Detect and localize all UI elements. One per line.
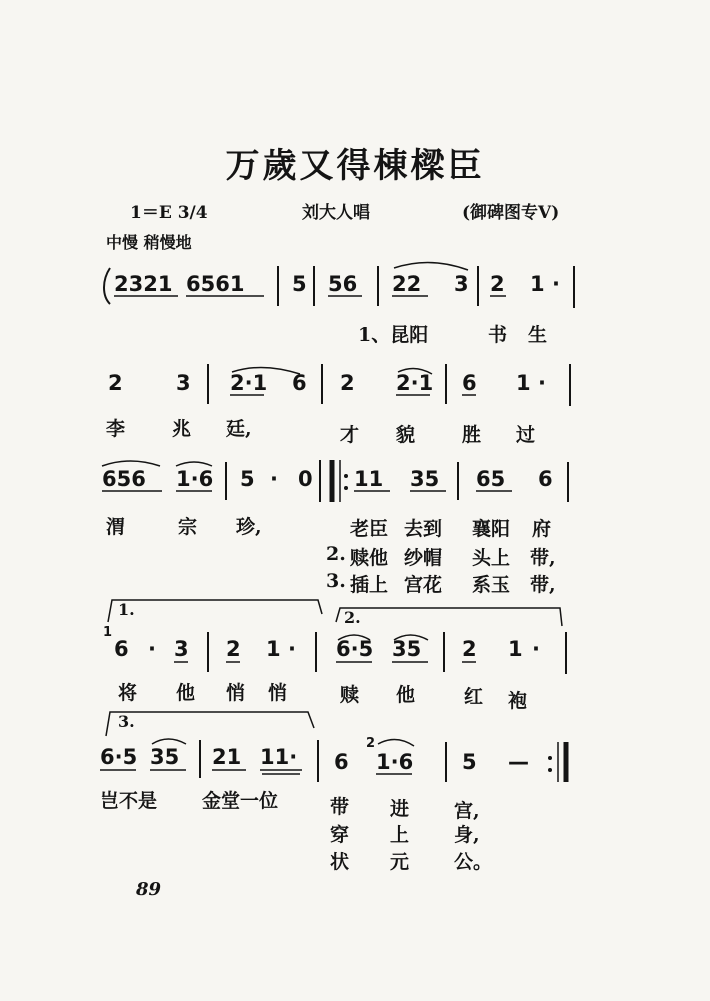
lyric: 穿 bbox=[330, 824, 350, 846]
note-group: 2·1 bbox=[230, 371, 268, 395]
lyric: 老臣 bbox=[350, 518, 389, 540]
slur bbox=[338, 635, 370, 640]
lyric: 进 bbox=[390, 798, 410, 820]
lyric: 红 bbox=[464, 686, 484, 708]
volta-label: 3. bbox=[118, 712, 135, 731]
lyric: 书 bbox=[488, 324, 508, 346]
slur bbox=[232, 367, 300, 374]
repeat-dot bbox=[548, 768, 552, 772]
lyric: 才 bbox=[340, 424, 360, 446]
note-group: 1·6 bbox=[176, 467, 214, 491]
dot: · bbox=[538, 371, 546, 395]
dash: — bbox=[508, 750, 529, 774]
lyric: 他 bbox=[176, 682, 196, 704]
grace-note: 1 bbox=[103, 625, 113, 640]
verse-number: 3. bbox=[326, 570, 346, 592]
repeat-dot bbox=[344, 486, 348, 490]
dot: · bbox=[288, 637, 296, 661]
lyric: 生 bbox=[528, 324, 548, 346]
lyric: 金堂一位 bbox=[202, 790, 279, 812]
lyric: 赎他 bbox=[350, 547, 389, 569]
note-group: 2·1 bbox=[396, 371, 434, 395]
lyric: 赎 bbox=[340, 684, 360, 706]
lyric: 他 bbox=[396, 684, 416, 706]
note-group: 11 bbox=[354, 467, 384, 491]
note: 2 bbox=[340, 371, 355, 395]
song-title: 万歲又得棟樑臣 bbox=[225, 146, 485, 186]
dot: · bbox=[148, 637, 156, 661]
note: 1 bbox=[266, 637, 281, 661]
note: 6 bbox=[462, 371, 477, 395]
lyric: 李 bbox=[106, 418, 126, 440]
opening-bracket bbox=[104, 268, 110, 304]
note-group: 56 bbox=[328, 272, 358, 296]
lyric: 身, bbox=[454, 824, 480, 846]
lyric: 公。 bbox=[454, 851, 493, 873]
slur bbox=[394, 262, 468, 270]
lyric: 带, bbox=[530, 547, 556, 569]
lyric: 悄 bbox=[226, 682, 246, 704]
volta-bracket bbox=[106, 712, 314, 736]
note: 3 bbox=[174, 637, 189, 661]
note-group: 6·5 bbox=[100, 745, 138, 769]
note: 6 bbox=[292, 371, 307, 395]
tune-name: (御碑图专Ⅴ) bbox=[462, 203, 560, 223]
note: 5 bbox=[292, 272, 307, 296]
lyric: 元 bbox=[390, 851, 410, 873]
lyric: 宫, bbox=[454, 800, 480, 822]
lyric: 珍, bbox=[236, 516, 262, 538]
note: 1 bbox=[516, 371, 531, 395]
note-group: 65 bbox=[476, 467, 506, 491]
dot: · bbox=[270, 467, 278, 491]
lyric: 胜 bbox=[462, 424, 482, 446]
lyric: 头上 bbox=[472, 547, 511, 569]
volta-label: 1. bbox=[118, 600, 135, 619]
volta-bracket bbox=[336, 608, 562, 626]
lyric: 上 bbox=[390, 824, 410, 846]
slur bbox=[394, 635, 428, 640]
rest: 0 bbox=[298, 467, 313, 491]
slur bbox=[152, 739, 186, 744]
lyric: 带 bbox=[330, 796, 350, 818]
lyric: 系玉 bbox=[472, 574, 511, 596]
lyric: 将 bbox=[118, 682, 138, 704]
note: 2 bbox=[490, 272, 505, 296]
note: 6 bbox=[538, 467, 553, 491]
note-group: 35 bbox=[410, 467, 440, 491]
volta-label: 2. bbox=[344, 608, 361, 627]
note: 1 bbox=[508, 637, 523, 661]
note: 3 bbox=[454, 272, 469, 296]
lyric: 兆 bbox=[172, 418, 192, 440]
note: 6 bbox=[334, 750, 349, 774]
lyric: 带, bbox=[530, 574, 556, 596]
note-group: 22 bbox=[392, 272, 422, 296]
slur bbox=[398, 368, 432, 374]
lyric: 状 bbox=[330, 851, 350, 873]
lyric: 廷, bbox=[226, 418, 252, 440]
lyric: 襄阳 bbox=[472, 518, 511, 540]
note: 2 bbox=[462, 637, 477, 661]
note-group: 35 bbox=[392, 637, 422, 661]
note-group: 11· bbox=[260, 745, 298, 769]
lyric: 去到 bbox=[404, 518, 443, 540]
verse-number: 2. bbox=[326, 543, 346, 565]
note: 6 bbox=[114, 637, 129, 661]
lyric: 渭 bbox=[106, 516, 126, 538]
dot: · bbox=[552, 272, 560, 296]
lyric: 纱帽 bbox=[404, 547, 443, 569]
note-group: 1·6 bbox=[376, 750, 414, 774]
slur bbox=[176, 462, 212, 466]
lyric: 袍 bbox=[508, 690, 528, 712]
lyric: 过 bbox=[516, 424, 536, 446]
lyric: 府 bbox=[532, 518, 552, 540]
lyric: 插上 bbox=[350, 574, 389, 596]
lyric: 1、昆阳 bbox=[358, 324, 429, 346]
grace-note: 2 bbox=[366, 736, 376, 751]
volta-bracket bbox=[108, 600, 322, 622]
lyric: 宗 bbox=[178, 516, 198, 538]
repeat-dot bbox=[548, 756, 552, 760]
note-group: 6·5 bbox=[336, 637, 374, 661]
key-signature: 1＝E 3/4 bbox=[130, 203, 208, 223]
note-group: 35 bbox=[150, 745, 180, 769]
repeat-dot bbox=[344, 474, 348, 478]
slur bbox=[102, 461, 160, 466]
note: 2 bbox=[108, 371, 123, 395]
note-group: 656 bbox=[102, 467, 146, 491]
slur bbox=[378, 739, 414, 746]
note-group: 2321 bbox=[114, 272, 173, 296]
lyric: 岂不是 bbox=[100, 790, 158, 812]
note: 5 bbox=[462, 750, 477, 774]
note-group: 6561 bbox=[186, 272, 245, 296]
lyric: 貌 bbox=[396, 424, 416, 446]
dot: · bbox=[532, 637, 540, 661]
lyric: 宫花 bbox=[404, 574, 443, 596]
lyric: 悄 bbox=[268, 682, 288, 704]
singer-credit: 刘大人唱 bbox=[302, 203, 370, 223]
note: 3 bbox=[176, 371, 191, 395]
note: 5 bbox=[240, 467, 255, 491]
page-number: 89 bbox=[136, 879, 162, 900]
tempo-marking: 中慢 稍慢地 bbox=[106, 233, 192, 252]
note: 2 bbox=[226, 637, 241, 661]
note-group: 21 bbox=[212, 745, 242, 769]
note: 1 bbox=[530, 272, 545, 296]
